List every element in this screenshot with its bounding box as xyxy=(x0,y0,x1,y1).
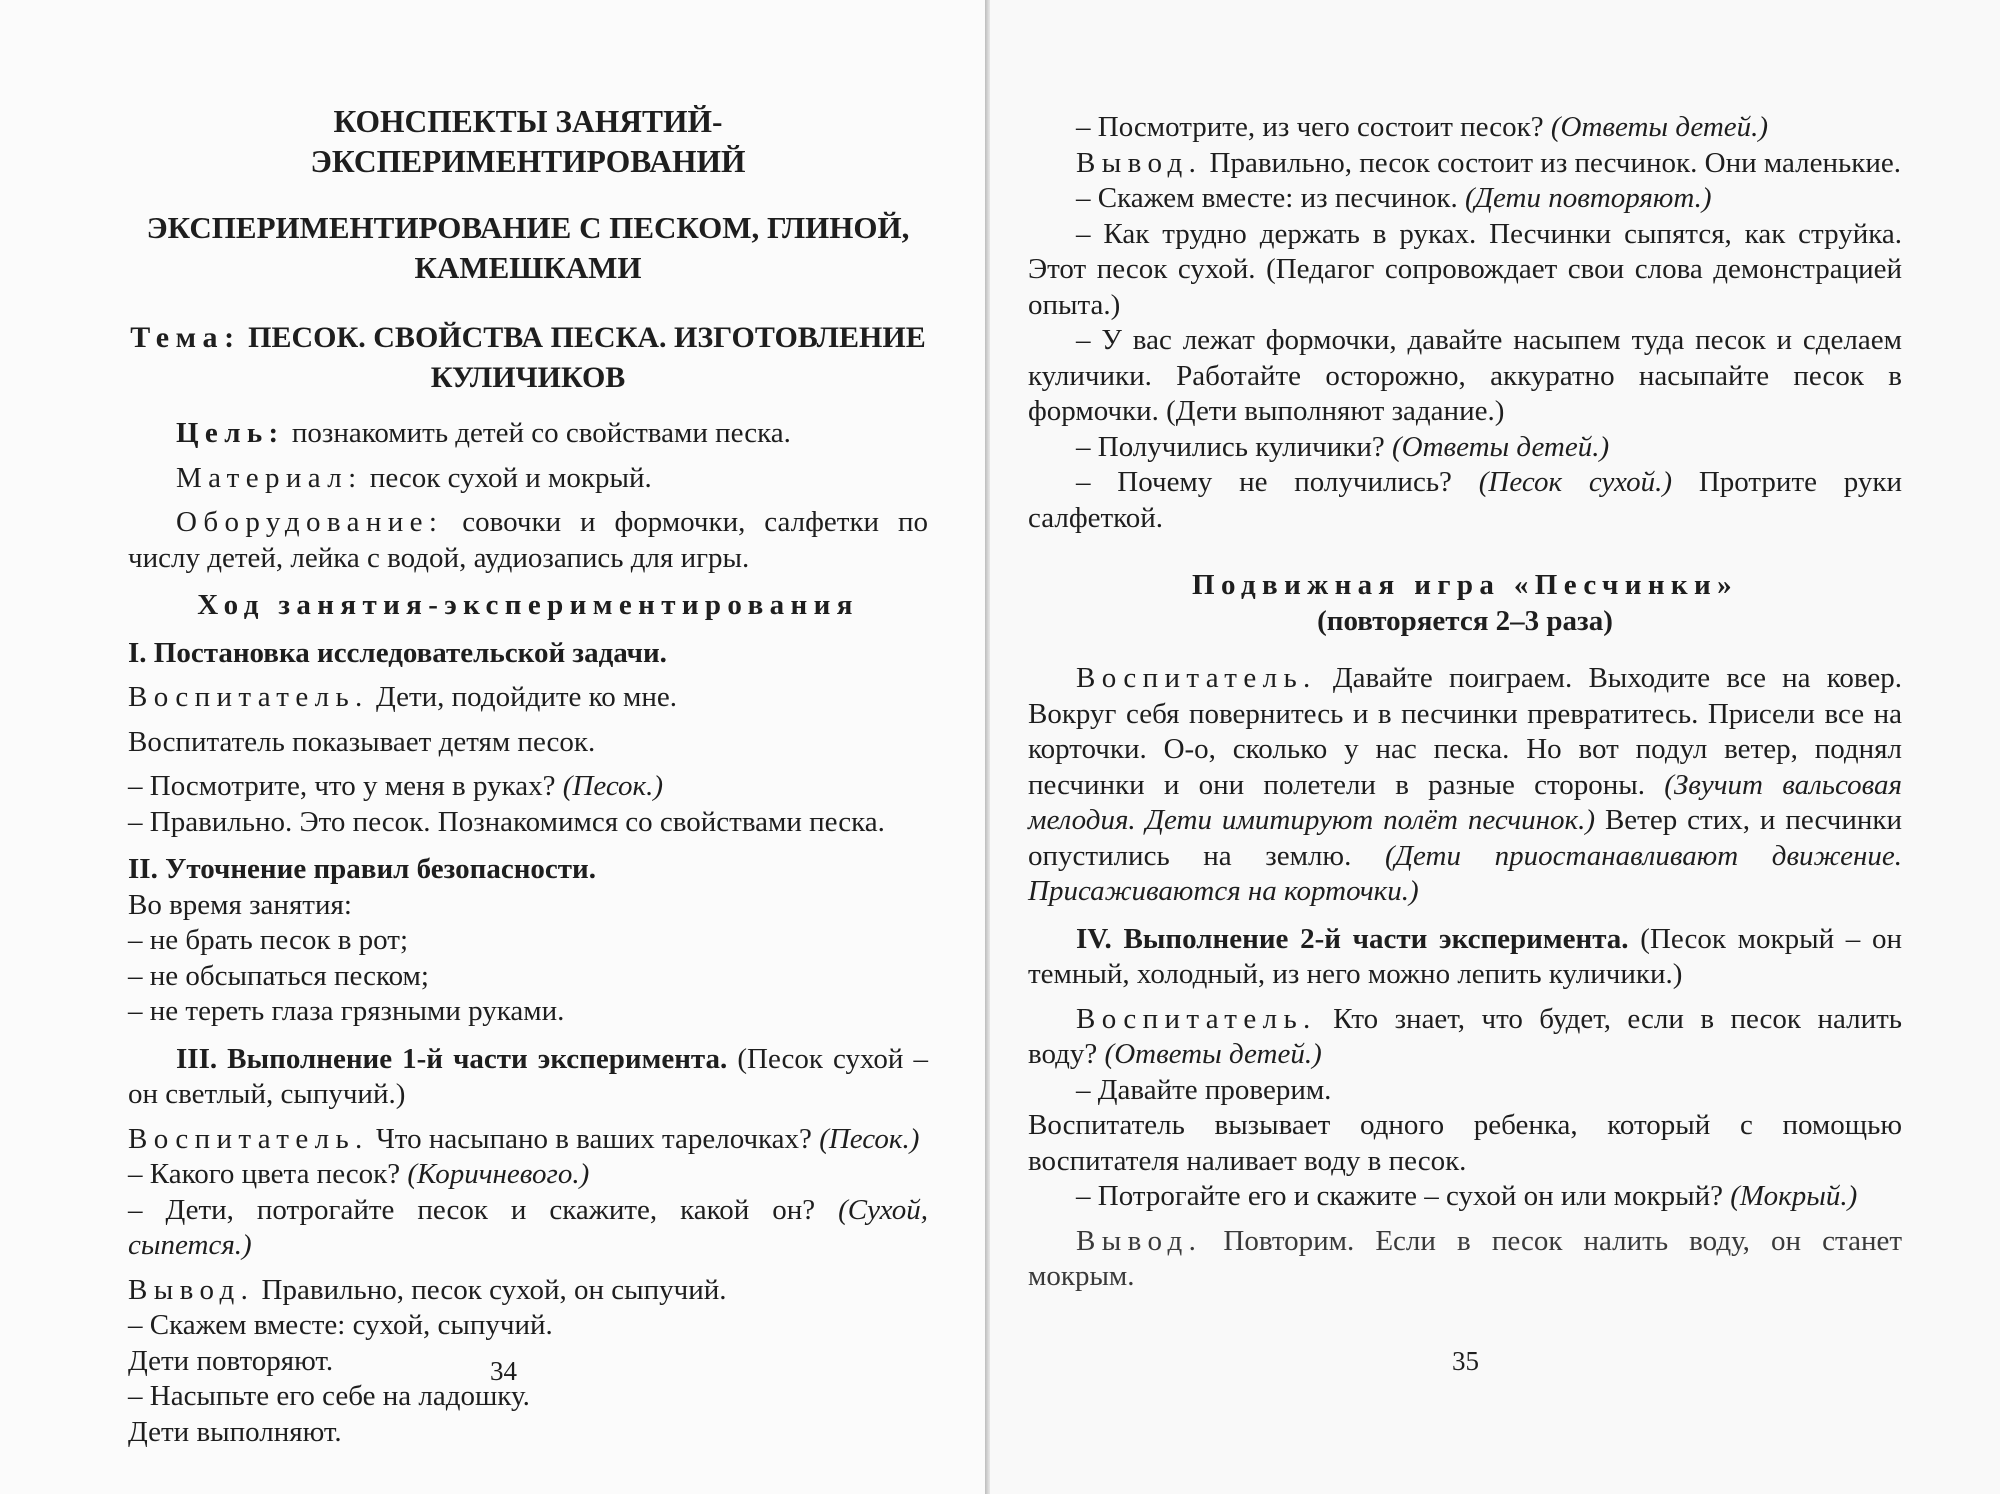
part4-note: (Песок мокрый – он темный, холодный, из него можно лепить куличики.) xyxy=(1028,922,1903,990)
teacher-label: Воспитатель. xyxy=(128,1122,369,1155)
conclusion-label: Вывод. xyxy=(128,1273,255,1306)
teacher-label: Воспитатель. xyxy=(128,681,369,713)
part1-heading: I. Постановка исследовательской задачи. xyxy=(128,636,667,669)
r-conclusion1 xyxy=(1028,146,1902,182)
r-line2-note: (Дети повторяют.) xyxy=(1464,182,1712,214)
goal-paragraph xyxy=(128,416,928,452)
part3-heading xyxy=(128,1042,928,1113)
part4-line4 xyxy=(1028,1179,1902,1215)
part2-line4: – не тереть глаза грязными руками. xyxy=(128,995,565,1027)
game-heading: Подвижная игра «Песчинки» xyxy=(1192,569,1738,601)
topic-title xyxy=(128,318,928,398)
game-paragraph xyxy=(1028,661,1902,910)
game-text1: Давайте поиграем. Выходите все на ковер. Вокруг себя повернитесь и в песчинки превратитесь. Присели все на корточки. О-о, сколько у нас песка. Но вот подул ветер, поднял песчинки и они полетели в разные стороны. xyxy=(1028,662,1902,801)
r-line2 xyxy=(1028,181,1902,217)
r-line3: – Как трудно держать в руках. Песчинки сыпятся, как струйка. Этот песок сухой. (Педагог сопровождает свои слова демонстрацией опыта.) xyxy=(1028,217,1902,321)
part3-conclusion xyxy=(128,1273,928,1309)
equipment-label: Оборудование: xyxy=(176,506,444,538)
game-subheading: (повторяется 2–3 раза) xyxy=(1317,604,1613,637)
part4-line4-note: (Мокрый.) xyxy=(1730,1180,1858,1212)
part3-line1-text: Что насыпано в ваших тарелочках? xyxy=(375,1122,812,1155)
material-label: Материал: xyxy=(176,461,363,494)
part3-line1 xyxy=(128,1122,928,1158)
part4-line2: – Давайте проверим. xyxy=(1076,1073,1332,1106)
r-line2-text: – Скажем вместе: из песчинок. xyxy=(1076,182,1458,214)
conclusion-label: Вывод. xyxy=(1076,1224,1203,1257)
game-note2: (Дети приостанавливают движение. Присаживаются на корточки.) xyxy=(1028,839,1902,907)
chapter-title: КОНСПЕКТЫ ЗАНЯТИЙ-ЭКСПЕРИМЕНТИРОВАНИЙ xyxy=(310,104,746,179)
r-line1-text: – Посмотрите, из чего состоит песок? xyxy=(1076,111,1544,143)
r-line6-note: (Песок сухой.) xyxy=(1478,466,1673,498)
teacher-label: Воспитатель. xyxy=(1076,1002,1317,1035)
r-line1 xyxy=(1028,110,1902,146)
part3-line4: – Скажем вместе: сухой, сыпучий. xyxy=(128,1309,553,1341)
equipment-paragraph xyxy=(128,505,928,576)
section-title: ЭКСПЕРИМЕНТИРОВАНИЕ С ПЕСКОМ, ГЛИНОЙ, КАМЕШКАМИ xyxy=(146,210,910,285)
part3-line7: Дети выполняют. xyxy=(128,1415,342,1448)
r-line1-note: (Ответы детей.) xyxy=(1550,111,1769,143)
topic-label: Тема: xyxy=(130,321,241,354)
conclusion-label: Вывод. xyxy=(1076,146,1203,179)
material-paragraph xyxy=(128,461,928,497)
left-page xyxy=(0,0,985,1494)
part1-line4: – Правильно. Это песок. Познакомимся со свойствами песка. xyxy=(128,805,885,838)
part4-line3: Воспитатель вызывает одного ребенка, который с помощью воспитателя наливает воду в песок. xyxy=(1028,1109,1902,1177)
part4-line1-note: (Ответы детей.) xyxy=(1104,1038,1322,1070)
part3-line2-note: (Коричневого.) xyxy=(407,1158,590,1190)
part1-line3-text: – Посмотрите, что у меня в руках? xyxy=(128,770,556,802)
game-text2: Ветер стих, и песчинки опустились на землю. xyxy=(1028,804,1902,872)
part2-line1: Во время занятия: xyxy=(128,888,352,921)
part2-line3: – не обсыпаться песком; xyxy=(128,959,429,992)
part2-line2: – не брать песок в рот; xyxy=(128,924,409,956)
part3-line6: – Насыпьте его себе на ладошку. xyxy=(128,1380,530,1412)
teacher-label: Воспитатель. xyxy=(1076,662,1317,694)
part3-line2-text: – Какого цвета песок? xyxy=(128,1158,401,1190)
goal-label: Цель: xyxy=(176,417,285,449)
left-text-column xyxy=(128,102,928,1450)
part3-heading-text: III. Выполнение 1-й части эксперимента. xyxy=(176,1042,728,1075)
part3-note: (Песок сухой – он светлый, сыпучий.) xyxy=(128,1042,928,1110)
r-line6-tail: Протрите руки салфеткой. xyxy=(1028,466,1903,534)
part4-line1 xyxy=(1028,1002,1902,1073)
r-line5-text: – Получились куличики? xyxy=(1076,430,1385,463)
page-number-right: 35 xyxy=(1452,1346,1479,1376)
topic-text: ПЕСОК. СВОЙСТВА ПЕСКА. ИЗГОТОВЛЕНИЕ КУЛИЧИКОВ xyxy=(248,321,926,394)
part4-conclusion xyxy=(1028,1224,1902,1295)
part4-conclusion-text: Повторим. Если в песок налить воду, он станет мокрым. xyxy=(1028,1224,1903,1292)
part1-line3 xyxy=(128,769,928,805)
part3-line1-note: (Песок.) xyxy=(819,1122,920,1155)
part1-line1 xyxy=(128,680,928,716)
part3-line5: Дети повторяют. xyxy=(128,1344,334,1377)
game-note1: (Звучит вальсовая мелодия. Дети имитируют полёт песчинок.) xyxy=(1028,768,1902,836)
r-line5 xyxy=(1028,430,1902,466)
part1-line2: Воспитатель показывает детям песок. xyxy=(128,725,596,758)
part3-line2 xyxy=(128,1157,928,1193)
part1-line1-text: Дети, подойдите ко мне. xyxy=(375,681,678,713)
r-line6 xyxy=(1028,465,1902,536)
part4-heading xyxy=(1028,922,1902,993)
part3-line3-text: – Дети, потрогайте песок и скажите, какой он? xyxy=(128,1193,816,1226)
r-line4: – У вас лежат формочки, давайте насыпем туда песок и сделаем куличики. Работайте осторожно, аккуратно насыпайте песок в формочки. (Дети выполняют задание.) xyxy=(1028,324,1902,427)
r-conclusion1-text: Правильно, песок состоит из песчинок. Они маленькие. xyxy=(1209,146,1901,179)
right-text-column xyxy=(1028,110,1902,1295)
right-page xyxy=(990,0,2000,1494)
part3-conclusion-text: Правильно, песок сухой, он сыпучий. xyxy=(261,1273,727,1306)
part2-heading: II. Уточнение правил безопасности. xyxy=(128,853,597,885)
r-line5-note: (Ответы детей.) xyxy=(1391,430,1610,463)
part3-line3 xyxy=(128,1193,928,1264)
material-text: песок сухой и мокрый. xyxy=(369,461,652,494)
course-heading: Ход занятия-экспериментирования xyxy=(197,589,859,621)
goal-text: познакомить детей со свойствами песка. xyxy=(291,417,791,449)
page-number-left: 34 xyxy=(490,1356,517,1386)
equipment-text: совочки и формочки, салфетки по числу детей, лейка с водой, аудиозапись для игры. xyxy=(128,506,929,574)
part4-line4-text: – Потрогайте его и скажите – сухой он или мокрый? xyxy=(1076,1180,1723,1212)
part1-line3-note: (Песок.) xyxy=(562,770,663,802)
part4-line1-text: Кто знает, что будет, если в песок налить воду? xyxy=(1028,1002,1902,1070)
part4-heading-text: IV. Выполнение 2-й части эксперимента. xyxy=(1076,922,1629,955)
r-line6-text: – Почему не получились? xyxy=(1076,466,1452,498)
part3-line3-note: (Сухой, сыпется.) xyxy=(128,1193,929,1261)
